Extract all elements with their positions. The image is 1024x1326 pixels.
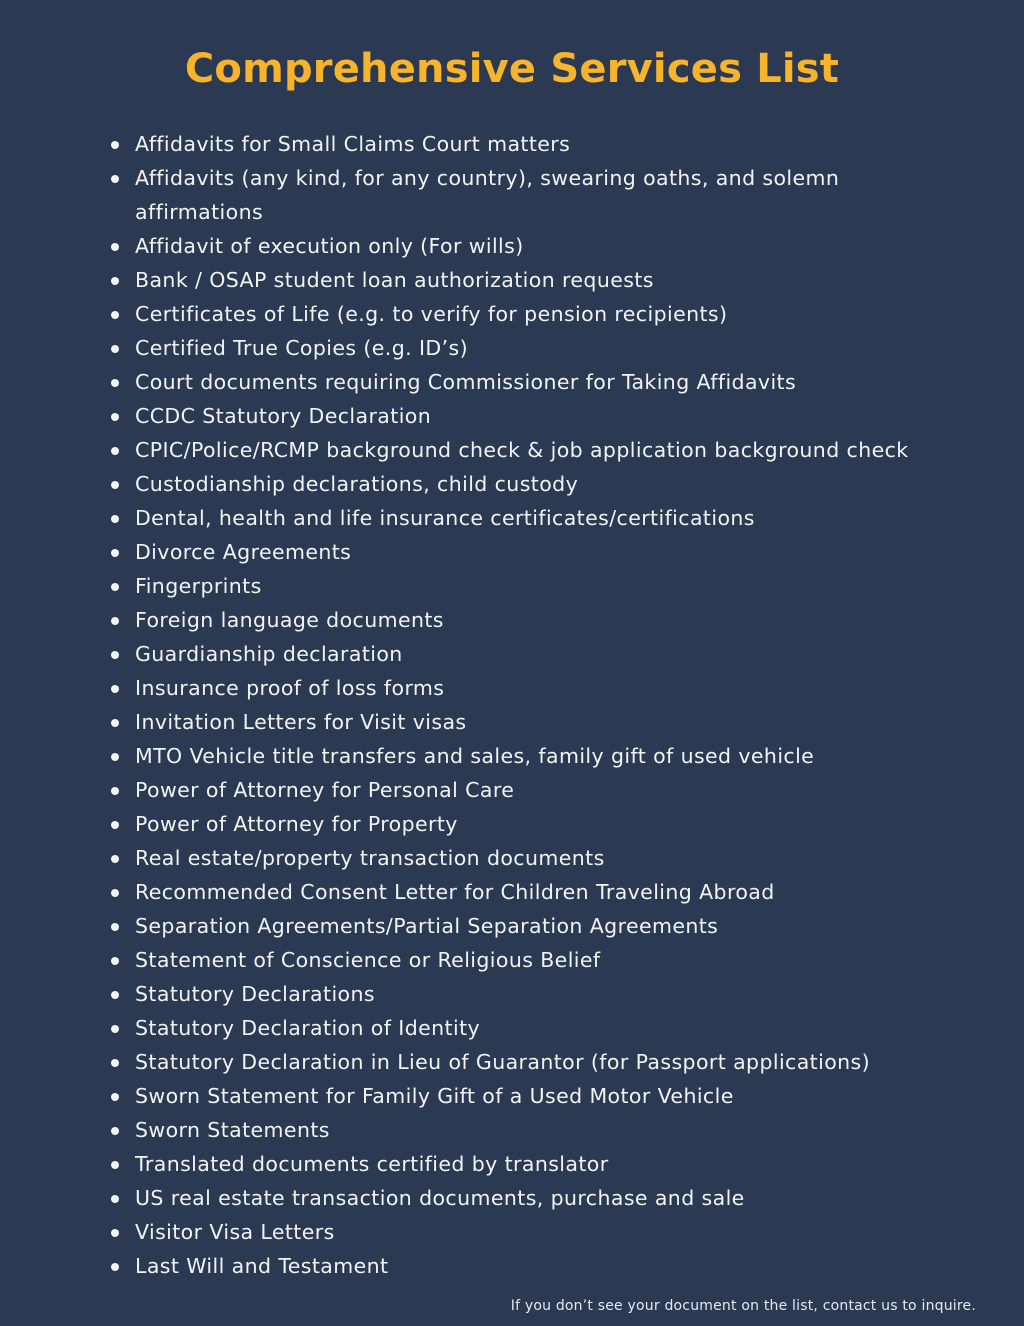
service-item: [0, 297, 1024, 331]
service-label: Last Will and Testament: [135, 1254, 389, 1278]
service-item: [0, 229, 1024, 263]
bullet-icon: [111, 583, 119, 591]
service-item: [0, 263, 1024, 297]
service-label: Guardianship declaration: [135, 642, 403, 666]
service-item: [0, 875, 1024, 909]
bullet-icon: [111, 345, 119, 353]
bullet-icon: [111, 1161, 119, 1169]
bullet-icon: [111, 1127, 119, 1135]
bullet-icon: [111, 1025, 119, 1033]
bullet-icon: [111, 277, 119, 285]
bullet-icon: [111, 617, 119, 625]
bullet-icon: [111, 889, 119, 897]
bullet-icon: [111, 1195, 119, 1203]
bullet-icon: [111, 515, 119, 523]
service-item: [0, 705, 1024, 739]
service-label: Real estate/property transaction documents: [135, 846, 605, 870]
bullet-icon: [111, 1059, 119, 1067]
footer-note: If you don’t see your document on the list, contact us to inquire.: [510, 1298, 976, 1314]
service-item: [0, 1147, 1024, 1181]
service-label: Power of Attorney for Property: [135, 812, 458, 836]
service-label: Insurance proof of loss forms: [135, 676, 445, 700]
service-label: Court documents requiring Commissioner for Taking Affidavits: [135, 370, 797, 394]
service-label: Affidavits (any kind, for any country), swearing oaths, and solemn affirmations: [135, 166, 840, 224]
bullet-icon: [111, 991, 119, 999]
service-item: [0, 637, 1024, 671]
service-label: Certificates of Life (e.g. to verify for pension recipients): [135, 302, 728, 326]
service-label: CPIC/Police/RCMP background check & job application background check: [135, 438, 909, 462]
service-label: Translated documents certified by translator: [135, 1152, 609, 1176]
service-label: Divorce Agreements: [135, 540, 352, 564]
service-item: [0, 739, 1024, 773]
service-label: Bank / OSAP student loan authorization requests: [135, 268, 654, 292]
bullet-icon: [111, 923, 119, 931]
service-label: Foreign language documents: [135, 608, 444, 632]
service-item: [0, 501, 1024, 535]
service-label: Affidavit of execution only (For wills): [135, 234, 524, 258]
bullet-icon: [111, 651, 119, 659]
bullet-icon: [111, 549, 119, 557]
bullet-icon: [111, 855, 119, 863]
service-item: [0, 1011, 1024, 1045]
service-label: Visitor Visa Letters: [135, 1220, 335, 1244]
service-item: [0, 127, 1024, 161]
service-label: CCDC Statutory Declaration: [135, 404, 432, 428]
service-label: Statutory Declaration of Identity: [135, 1016, 481, 1040]
service-item: [0, 977, 1024, 1011]
service-label: Power of Attorney for Personal Care: [135, 778, 515, 802]
bullet-icon: [111, 1263, 119, 1271]
service-label: Recommended Consent Letter for Children Traveling Abroad: [135, 880, 775, 904]
bullet-icon: [111, 379, 119, 387]
service-label: Statutory Declarations: [135, 982, 375, 1006]
service-label: Statutory Declaration in Lieu of Guarantor (for Passport applications): [135, 1050, 871, 1074]
service-item: [0, 1181, 1024, 1215]
page-title: Comprehensive Services List: [184, 46, 840, 92]
bullet-icon: [111, 753, 119, 761]
service-label: Separation Agreements/Partial Separation Agreements: [135, 914, 719, 938]
bullet-icon: [111, 719, 119, 727]
service-label: Certified True Copies (e.g. ID’s): [135, 336, 468, 360]
services-list: [0, 127, 1024, 1283]
service-item: [0, 1079, 1024, 1113]
service-item: [0, 365, 1024, 399]
service-label: Affidavits for Small Claims Court matters: [135, 132, 571, 156]
service-item: [0, 433, 1024, 467]
bullet-icon: [111, 447, 119, 455]
service-item: [0, 773, 1024, 807]
bullet-icon: [111, 243, 119, 251]
service-item: [0, 909, 1024, 943]
bullet-icon: [111, 175, 119, 183]
service-label: Statement of Conscience or Religious Belief: [135, 948, 601, 972]
service-label: US real estate transaction documents, purchase and sale: [135, 1186, 745, 1210]
bullet-icon: [111, 685, 119, 693]
bullet-icon: [111, 311, 119, 319]
service-label: Sworn Statement for Family Gift of a Used Motor Vehicle: [135, 1084, 734, 1108]
service-label: Fingerprints: [135, 574, 262, 598]
service-item: [0, 1215, 1024, 1249]
bullet-icon: [111, 787, 119, 795]
service-item: [0, 943, 1024, 977]
service-item: [0, 1045, 1024, 1079]
service-label: MTO Vehicle title transfers and sales, family gift of used vehicle: [135, 744, 815, 768]
bullet-icon: [111, 141, 119, 149]
bullet-icon: [111, 413, 119, 421]
service-item: [0, 1113, 1024, 1147]
service-item: [0, 841, 1024, 875]
service-item: [0, 671, 1024, 705]
service-item: [0, 1249, 1024, 1283]
service-item: [0, 535, 1024, 569]
bullet-icon: [111, 957, 119, 965]
service-item: [0, 807, 1024, 841]
service-item: [0, 603, 1024, 637]
service-item: [0, 331, 1024, 365]
service-item: [0, 569, 1024, 603]
service-label: Sworn Statements: [135, 1118, 330, 1142]
service-label: Invitation Letters for Visit visas: [135, 710, 467, 734]
service-item: [0, 467, 1024, 501]
bullet-icon: [111, 1229, 119, 1237]
service-label: Custodianship declarations, child custody: [135, 472, 579, 496]
bullet-icon: [111, 481, 119, 489]
bullet-icon: [111, 821, 119, 829]
bullet-icon: [111, 1093, 119, 1101]
service-item: [0, 399, 1024, 433]
service-label: Dental, health and life insurance certificates/certifications: [135, 506, 755, 530]
service-item: [0, 161, 1024, 229]
